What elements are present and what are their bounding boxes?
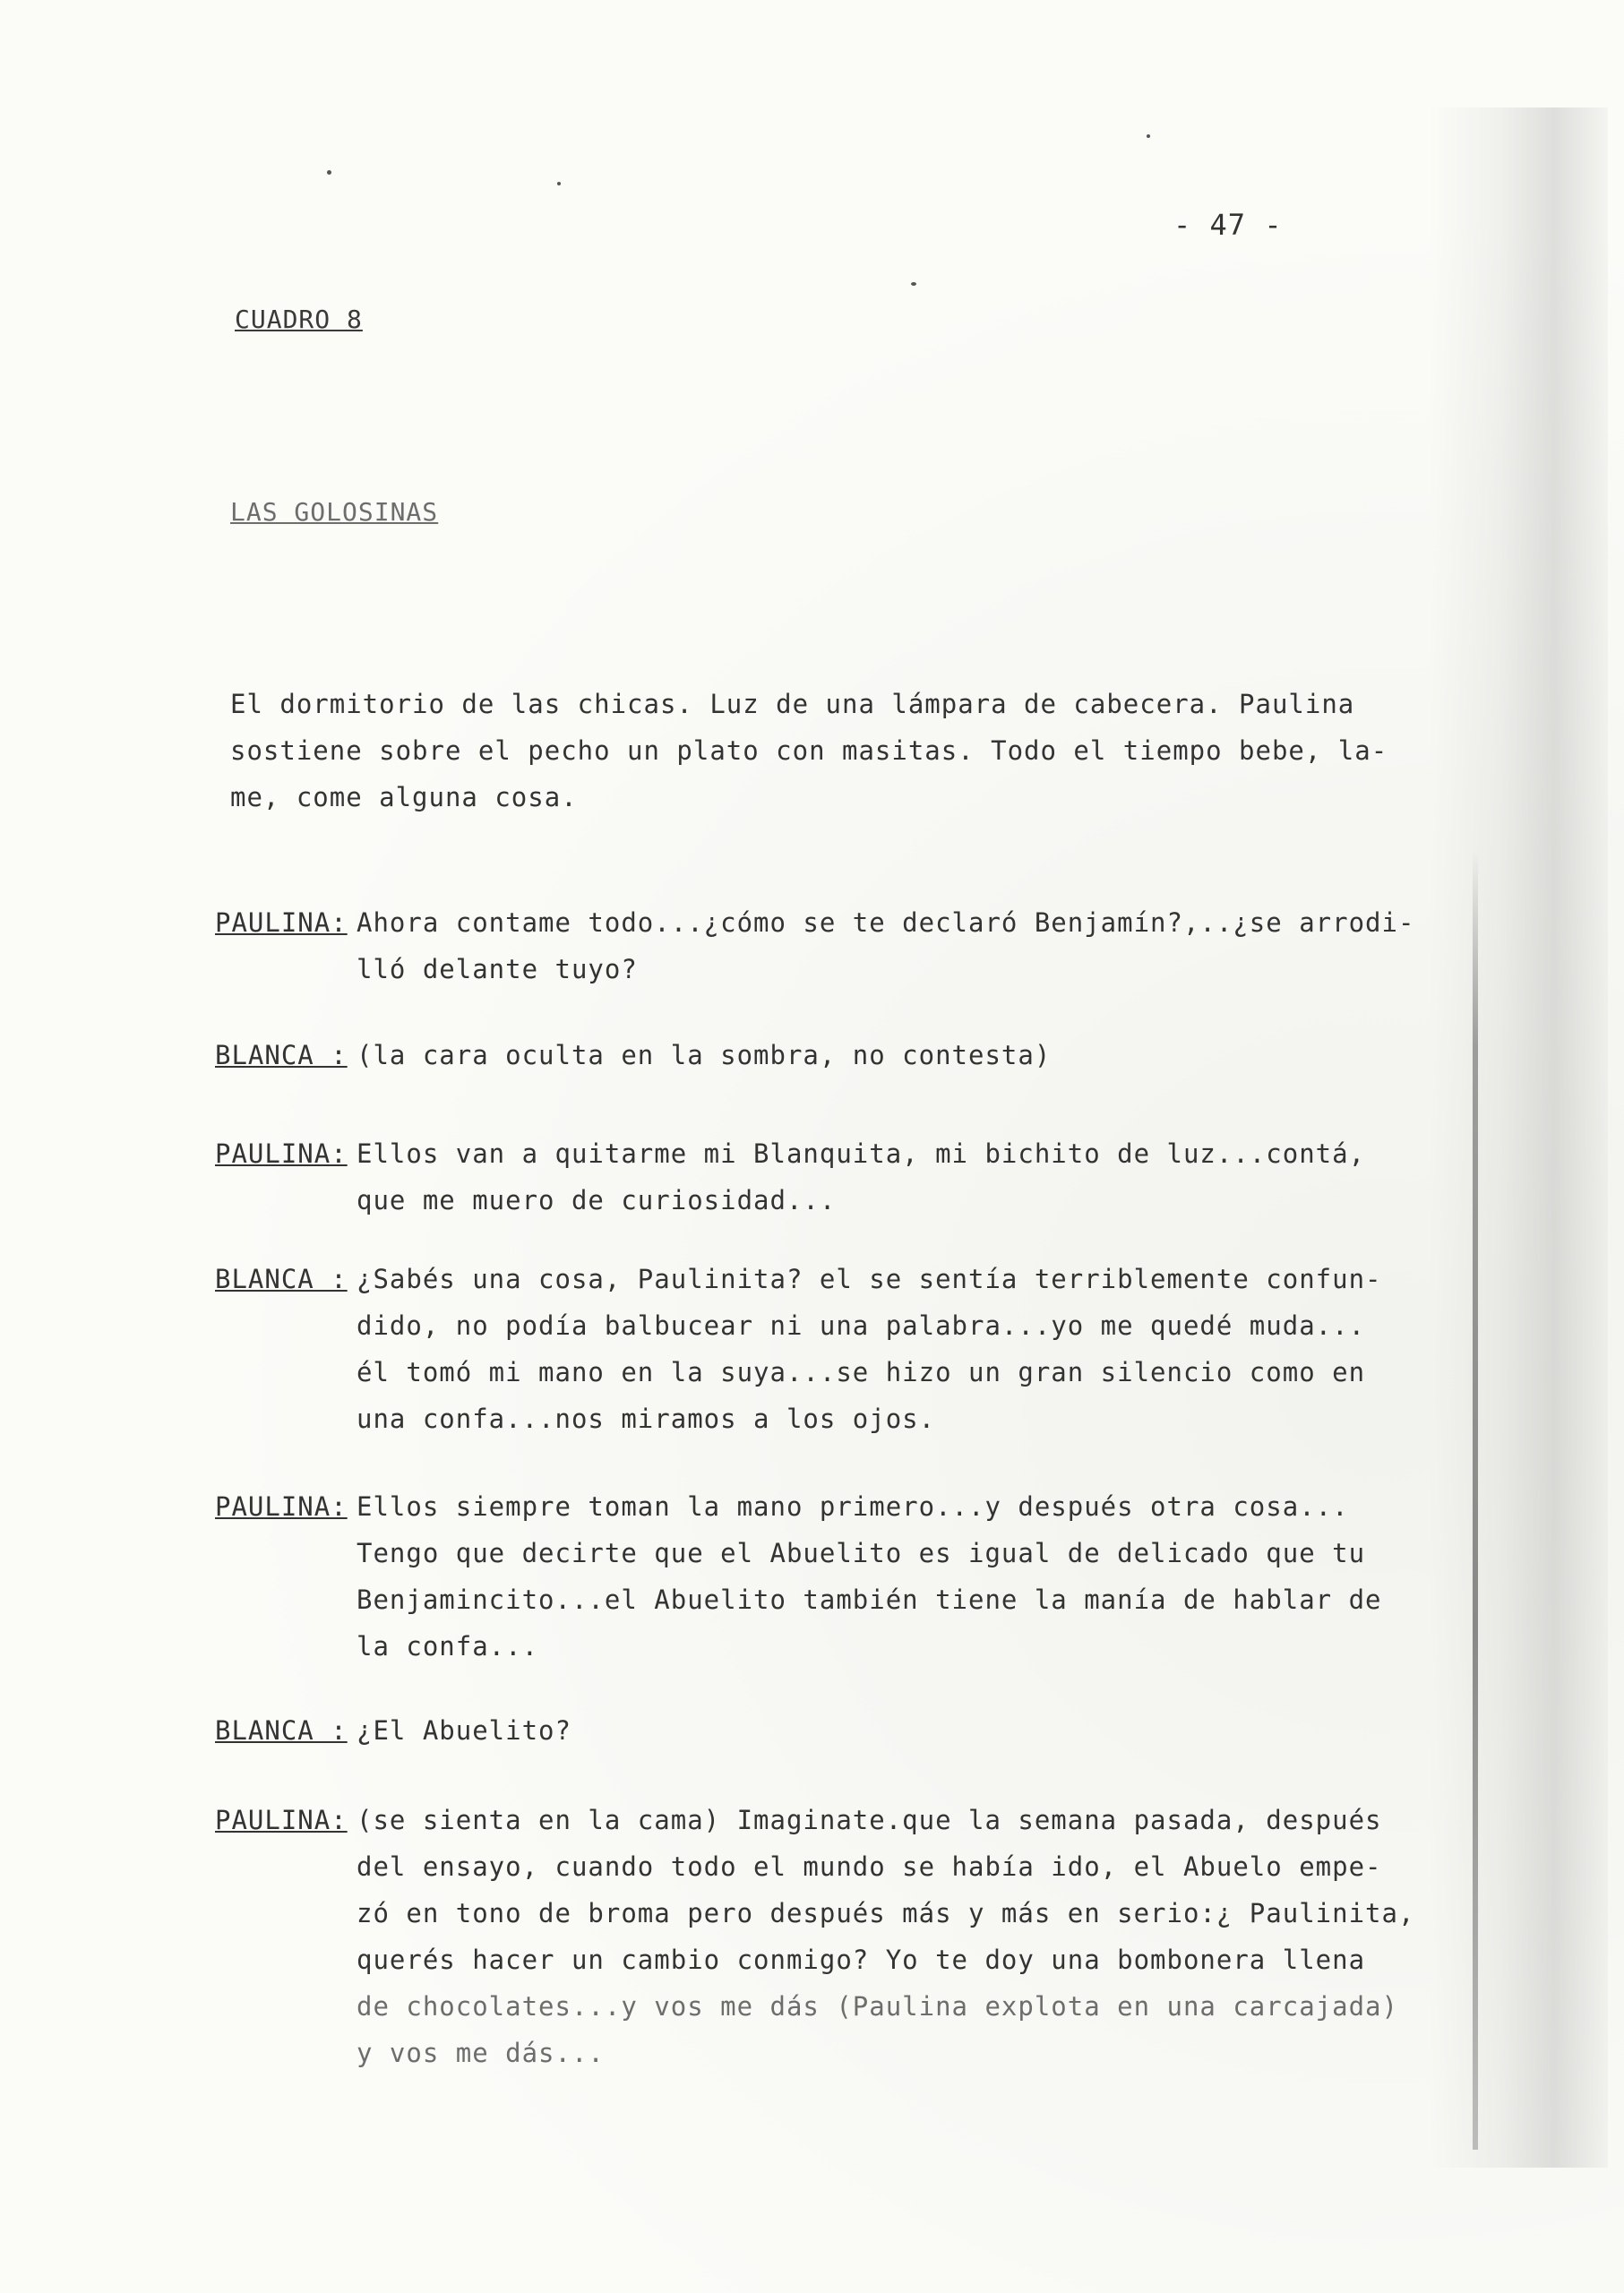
speaker-name: BLANCA : (215, 1040, 348, 1070)
dialogue-entry (215, 1032, 1051, 1078)
speaker-name: PAULINA: (215, 907, 348, 938)
dialogue-line: (se sienta en la cama) Imaginate.que la semana pasada, después (357, 1805, 1382, 1835)
speaker-name: PAULINA: (215, 1491, 348, 1522)
speaker-name: PAULINA: (215, 1138, 348, 1169)
dialogue-line: una confa...nos miramos a los ojos. (357, 1404, 936, 1434)
dialogue-line: ¿El Abuelito? (357, 1715, 571, 1746)
dialogue-entry (215, 1707, 571, 1754)
dialogue-entry (215, 1483, 1382, 1670)
dialogue-line: de chocolates...y vos me dás (Paulina explota en una carcajada) (357, 1991, 1398, 2022)
dialogue-line: lló delante tuyo? (357, 954, 638, 984)
speaker-name: BLANCA : (215, 1715, 348, 1746)
speaker-name: PAULINA: (215, 1805, 348, 1835)
scene-title: LAS GOLOSINAS (230, 497, 439, 527)
dialogue-line: Tengo que decirte que el Abuelito es igual de delicado que tu (357, 1538, 1366, 1568)
speaker-name: BLANCA : (215, 1264, 348, 1294)
dialogue-line: Ellos siempre toman la mano primero...y después otra cosa... (357, 1491, 1349, 1522)
stage-direction-line: me, come alguna cosa. (230, 782, 578, 812)
scan-speck (557, 182, 561, 185)
dialogue-entry (215, 1797, 1414, 2076)
dialogue-line: Benjamincito...el Abuelito también tiene la manía de hablar de (357, 1584, 1382, 1615)
scan-speck (911, 282, 916, 286)
dialogue-line: querés hacer un cambio conmigo? Yo te doy una bombonera llena (357, 1945, 1366, 1975)
dialogue-line: él tomó mi mano en la suya...se hizo un gran silencio como en (357, 1357, 1366, 1387)
scan-edge-shadow (1429, 107, 1608, 2168)
dialogue-line: que me muero de curiosidad... (357, 1185, 837, 1215)
dialogue-entry (215, 1256, 1382, 1442)
dialogue-line: Ellos van a quitarme mi Blanquita, mi bichito de luz...contá, (357, 1138, 1366, 1169)
dialogue-line: Ahora contame todo...¿cómo se te declaró Benjamín?,..¿se arrodi- (357, 907, 1415, 938)
dialogue-line: del ensayo, cuando todo el mundo se había ido, el Abuelo empe- (357, 1851, 1382, 1882)
dialogue-line: ¿Sabés una cosa, Paulinita? el se sentía terriblemente confun- (357, 1264, 1382, 1294)
page-number: - 47 - (1173, 208, 1283, 242)
scan-edge-line (1473, 851, 1478, 2150)
scan-speck (327, 170, 331, 175)
dialogue-entry (215, 899, 1414, 992)
section-heading: CUADRO 8 (235, 305, 363, 334)
dialogue-line: dido, no podía balbucear ni una palabra...yo me quedé muda... (357, 1310, 1366, 1341)
dialogue-line: la confa... (357, 1631, 539, 1662)
stage-direction-line: sostiene sobre el pecho un plato con masitas. Todo el tiempo bebe, la- (230, 735, 1388, 766)
dialogue-entry (215, 1130, 1365, 1224)
dialogue-line: (la cara oculta en la sombra, no contesta) (357, 1040, 1052, 1070)
dialogue-line: zó en tono de broma pero después más y más en serio:¿ Paulinita, (357, 1898, 1415, 1928)
stage-direction (230, 681, 1388, 820)
scan-speck (1147, 134, 1150, 138)
dialogue-line: y vos me dás... (357, 2038, 605, 2068)
stage-direction-line: El dormitorio de las chicas. Luz de una lámpara de cabecera. Paulina (230, 689, 1355, 719)
